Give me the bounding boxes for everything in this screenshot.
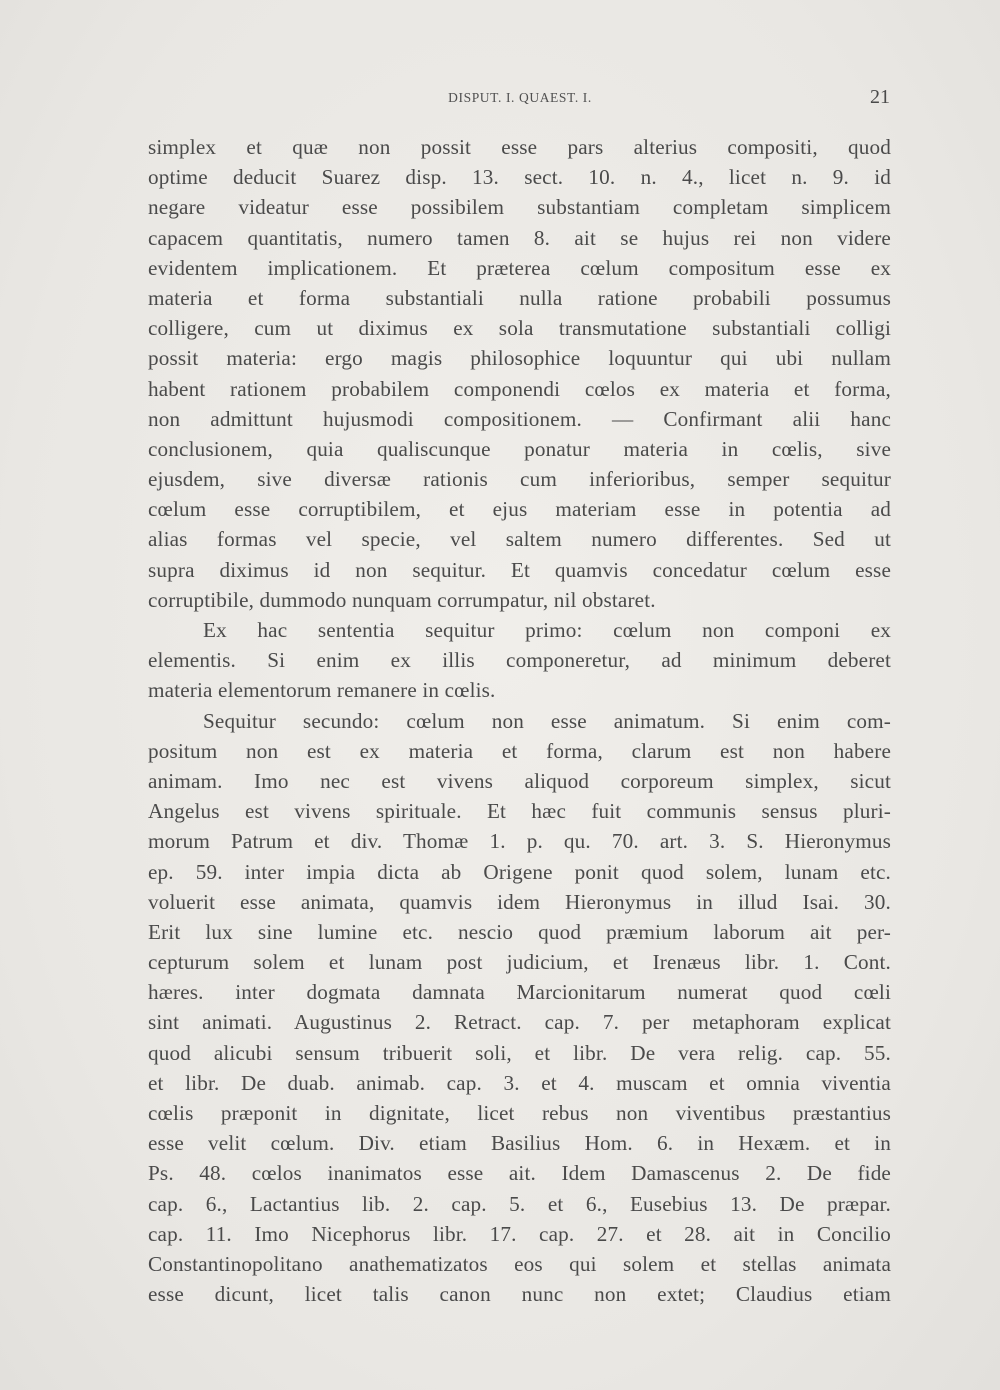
text-line: evidentem implicationem. Et præterea cœlum compositum esse ex: [148, 255, 891, 280]
text-line: corruptibile, dummodo nunquam corrumpatur, nil obstaret.: [148, 587, 656, 612]
text-line: Constantinopolitano anathematizatos eos qui solem et stellas animata: [148, 1251, 891, 1276]
text-line: optime deducit Suarez disp. 13. sect. 10. n. 4., licet n. 9. id: [148, 165, 891, 190]
text-line: sint animati. Augustinus 2. Retract. cap. 7. per metaphoram explicat: [148, 1010, 891, 1035]
text-line: non admittunt hujusmodi compositionem. — Confirmant alii hanc: [148, 406, 891, 431]
text-line: materia elementorum remanere in cœlis.: [148, 678, 496, 703]
text-line: quod alicubi sensum tribuerit soli, et libr. De vera relig. cap. 55.: [148, 1040, 891, 1065]
text-line: materia et forma substantiali nulla ratione probabili possumus: [148, 285, 891, 310]
text-line: et libr. De duab. animab. cap. 3. et 4. muscam et omnia viventia: [148, 1070, 891, 1095]
running-header: [0, 86, 1000, 110]
text-line: simplex et quæ non possit esse pars alterius compositi, quod: [148, 135, 891, 159]
text-line: cap. 11. Imo Nicephorus libr. 17. cap. 27. et 28. ait in Concilio: [148, 1221, 891, 1246]
page-number: 21: [870, 86, 890, 108]
text-line: Angelus est vivens spirituale. Et hæc fuit communis sensus pluri-: [148, 799, 891, 824]
text-line: conclusionem, quia qualiscunque ponatur materia in cœlis, sive: [148, 436, 891, 461]
text-line: esse dicunt, licet talis canon nunc non extet; Claudius etiam: [148, 1282, 891, 1307]
text-line: hæres. inter dogmata damnata Marcionitarum numerat quod cœli: [148, 980, 891, 1005]
text-line: ejusdem, sive diversæ rationis cum inferioribus, semper sequitur: [148, 467, 891, 492]
text-line: alias formas vel specie, vel saltem numero differentes. Sed ut: [148, 527, 891, 552]
text-line: animam. Imo nec est vivens aliquod corporeum simplex, sicut: [148, 768, 891, 793]
text-line: Erit lux sine lumine etc. nescio quod præmium laborum ait per-: [148, 919, 891, 944]
text-line: habent rationem probabilem componendi cœlos ex materia et forma,: [148, 376, 891, 401]
running-title: DISPUT. I. QUAEST. I.: [448, 90, 592, 105]
text-line: cap. 6., Lactantius lib. 2. cap. 5. et 6., Eusebius 13. De præpar.: [148, 1191, 891, 1216]
text-line: capacem quantitatis, numero tamen 8. ait se hujus rei non videre: [148, 225, 891, 250]
text-line: esse velit cœlum. Div. etiam Basilius Hom. 6. in Hexæm. et in: [148, 1131, 891, 1156]
text-line: cœlis præponit in dignitate, licet rebus non viventibus præstantius: [148, 1101, 891, 1125]
text-line: cepturum solem et lunam post judicium, et Irenæus libr. 1. Cont.: [148, 950, 891, 975]
text-line: supra diximus id non sequitur. Et quamvis concedatur cœlum esse: [148, 557, 891, 582]
text-line: morum Patrum et div. Thomæ 1. p. qu. 70. art. 3. S. Hieronymus: [148, 829, 891, 854]
body-text: [148, 132, 891, 1309]
text-line: elementis. Si enim ex illis componeretur, ad minimum deberet: [148, 648, 891, 673]
text-line: Ps. 48. cœlos inanimatos esse ait. Idem Damascenus 2. De fide: [148, 1161, 891, 1186]
text-line: ep. 59. inter impia dicta ab Origene ponit quod solem, lunam etc.: [148, 859, 891, 884]
paragraph-first-line: Sequitur secundo: cœlum non esse animatum. Si enim com-: [203, 708, 891, 733]
text-line: colligere, cum ut diximus ex sola transmutatione substantiali colligi: [148, 316, 891, 341]
text-line: possit materia: ergo magis philosophice loquuntur qui ubi nullam: [148, 346, 891, 371]
paragraph-first-line: Ex hac sententia sequitur primo: cœlum non componi ex: [203, 618, 891, 642]
text-line: positum non est ex materia et forma, clarum est non habere: [148, 738, 891, 763]
text-line: cœlum esse corruptibilem, et ejus materiam esse in potentia ad: [148, 497, 891, 522]
text-line: negare videatur esse possibilem substantiam completam simplicem: [148, 195, 891, 220]
text-line: voluerit esse animata, quamvis idem Hieronymus in illud Isai. 30.: [148, 889, 891, 914]
